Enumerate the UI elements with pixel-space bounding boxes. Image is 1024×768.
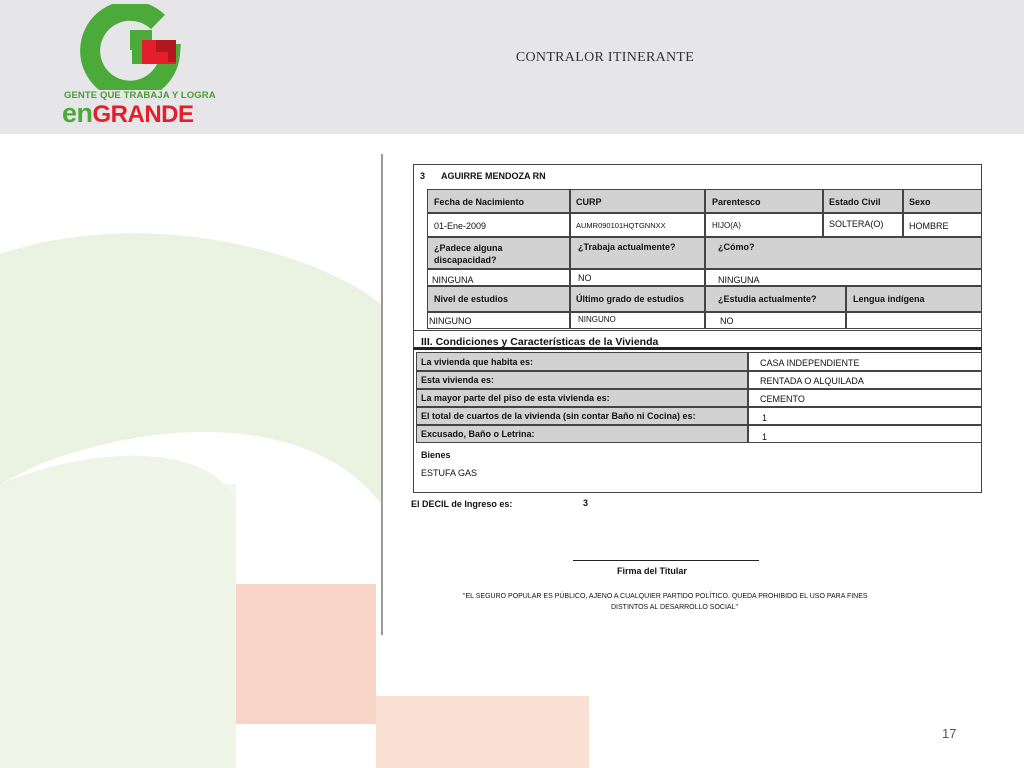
disclaimer-line-2: DISTINTOS AL DESARROLLO SOCIAL" xyxy=(611,604,738,611)
header-sexo: Sexo xyxy=(909,197,931,207)
header-band xyxy=(0,0,1024,134)
housing-value-tenencia: RENTADA O ALQUILADA xyxy=(760,376,864,386)
decorative-pink-block xyxy=(236,584,376,724)
decil-value: 3 xyxy=(583,498,589,508)
disclaimer-line-1: "EL SEGURO POPULAR ES PÚBLICO, AJENO A CUALQUIER PARTIDO POLÍTICO. QUEDA PROHIBIDO EL USO PARA FINES xyxy=(463,593,868,600)
decorative-pink-band xyxy=(376,696,589,768)
scanned-form xyxy=(381,154,990,635)
value-discapacidad: NINGUNA xyxy=(432,275,474,285)
value-nivel-estudios: NINGUNO xyxy=(429,316,472,326)
decil-label: El DECIL de Ingreso es: xyxy=(411,499,513,509)
engrande-logo xyxy=(60,4,220,126)
housing-label-cuartos: El total de cuartos de la vivienda (sin contar Baño ni Cocina) es: xyxy=(421,411,696,421)
value-sexo: HOMBRE xyxy=(909,221,949,231)
logo-en: en xyxy=(62,98,93,128)
header-ultimo-grado: Último grado de estudios xyxy=(576,294,685,304)
value-curp: AUMR090101HQTGNNXX xyxy=(576,221,666,230)
header-parentesco: Parentesco xyxy=(712,197,761,207)
g-logo-icon xyxy=(60,4,220,90)
signature-label: Firma del Titular xyxy=(617,566,687,576)
value-estado-civil: SOLTERA(O) xyxy=(829,219,884,229)
bienes-label: Bienes xyxy=(421,450,451,460)
housing-label-tenencia: Esta vivienda es: xyxy=(421,375,495,385)
header-estudia: ¿Estudia actualmente? xyxy=(718,294,817,304)
header-trabaja: ¿Trabaja actualmente? xyxy=(578,242,676,252)
bienes-value: ESTUFA GAS xyxy=(421,468,478,478)
header-lengua-indigena: Lengua indígena xyxy=(853,294,925,304)
housing-label-excusado: Excusado, Baño o Letrina: xyxy=(421,429,535,439)
header-nivel-estudios: Nivel de estudios xyxy=(434,294,509,304)
value-parentesco: HIJO(A) xyxy=(712,221,741,230)
header-fecha-nacimiento: Fecha de Nacimiento xyxy=(434,197,525,207)
housing-value-piso: CEMENTO xyxy=(760,394,805,404)
member-number: 3 xyxy=(420,171,426,181)
housing-label-tipo: La vivienda que habita es: xyxy=(421,357,534,367)
section-title-vivienda: III. Condiciones y Características de la Vivienda xyxy=(421,336,659,348)
value-estudia: NO xyxy=(720,316,734,326)
housing-value-excusado: 1 xyxy=(762,432,768,442)
value-como: NINGUNA xyxy=(718,275,760,285)
header-como: ¿Cómo? xyxy=(718,242,755,252)
logo-grande: GRANDE xyxy=(92,101,194,128)
value-fecha-nacimiento: 01-Ene-2009 xyxy=(434,221,487,231)
header-curp: CURP xyxy=(576,197,602,207)
housing-label-piso: La mayor parte del piso de esta vivienda es: xyxy=(421,393,610,403)
logo-wordmark xyxy=(62,98,194,130)
header-discapacidad: ¿Padece alguna discapacidad? xyxy=(434,243,503,265)
header-estado-civil: Estado Civil xyxy=(829,197,881,207)
value-ultimo-grado: NINGUNO xyxy=(578,315,616,324)
signature-line xyxy=(573,560,759,561)
page-number: 17 xyxy=(942,726,957,741)
value-trabaja: NO xyxy=(578,273,592,283)
member-name: AGUIRRE MENDOZA RN xyxy=(441,171,546,181)
housing-value-cuartos: 1 xyxy=(762,413,768,423)
logo-tagline: GENTE QUE TRABAJA Y LOGRA xyxy=(64,90,216,101)
slide-title: CONTRALOR ITINERANTE xyxy=(515,50,695,65)
housing-value-tipo: CASA INDEPENDIENTE xyxy=(760,358,860,368)
